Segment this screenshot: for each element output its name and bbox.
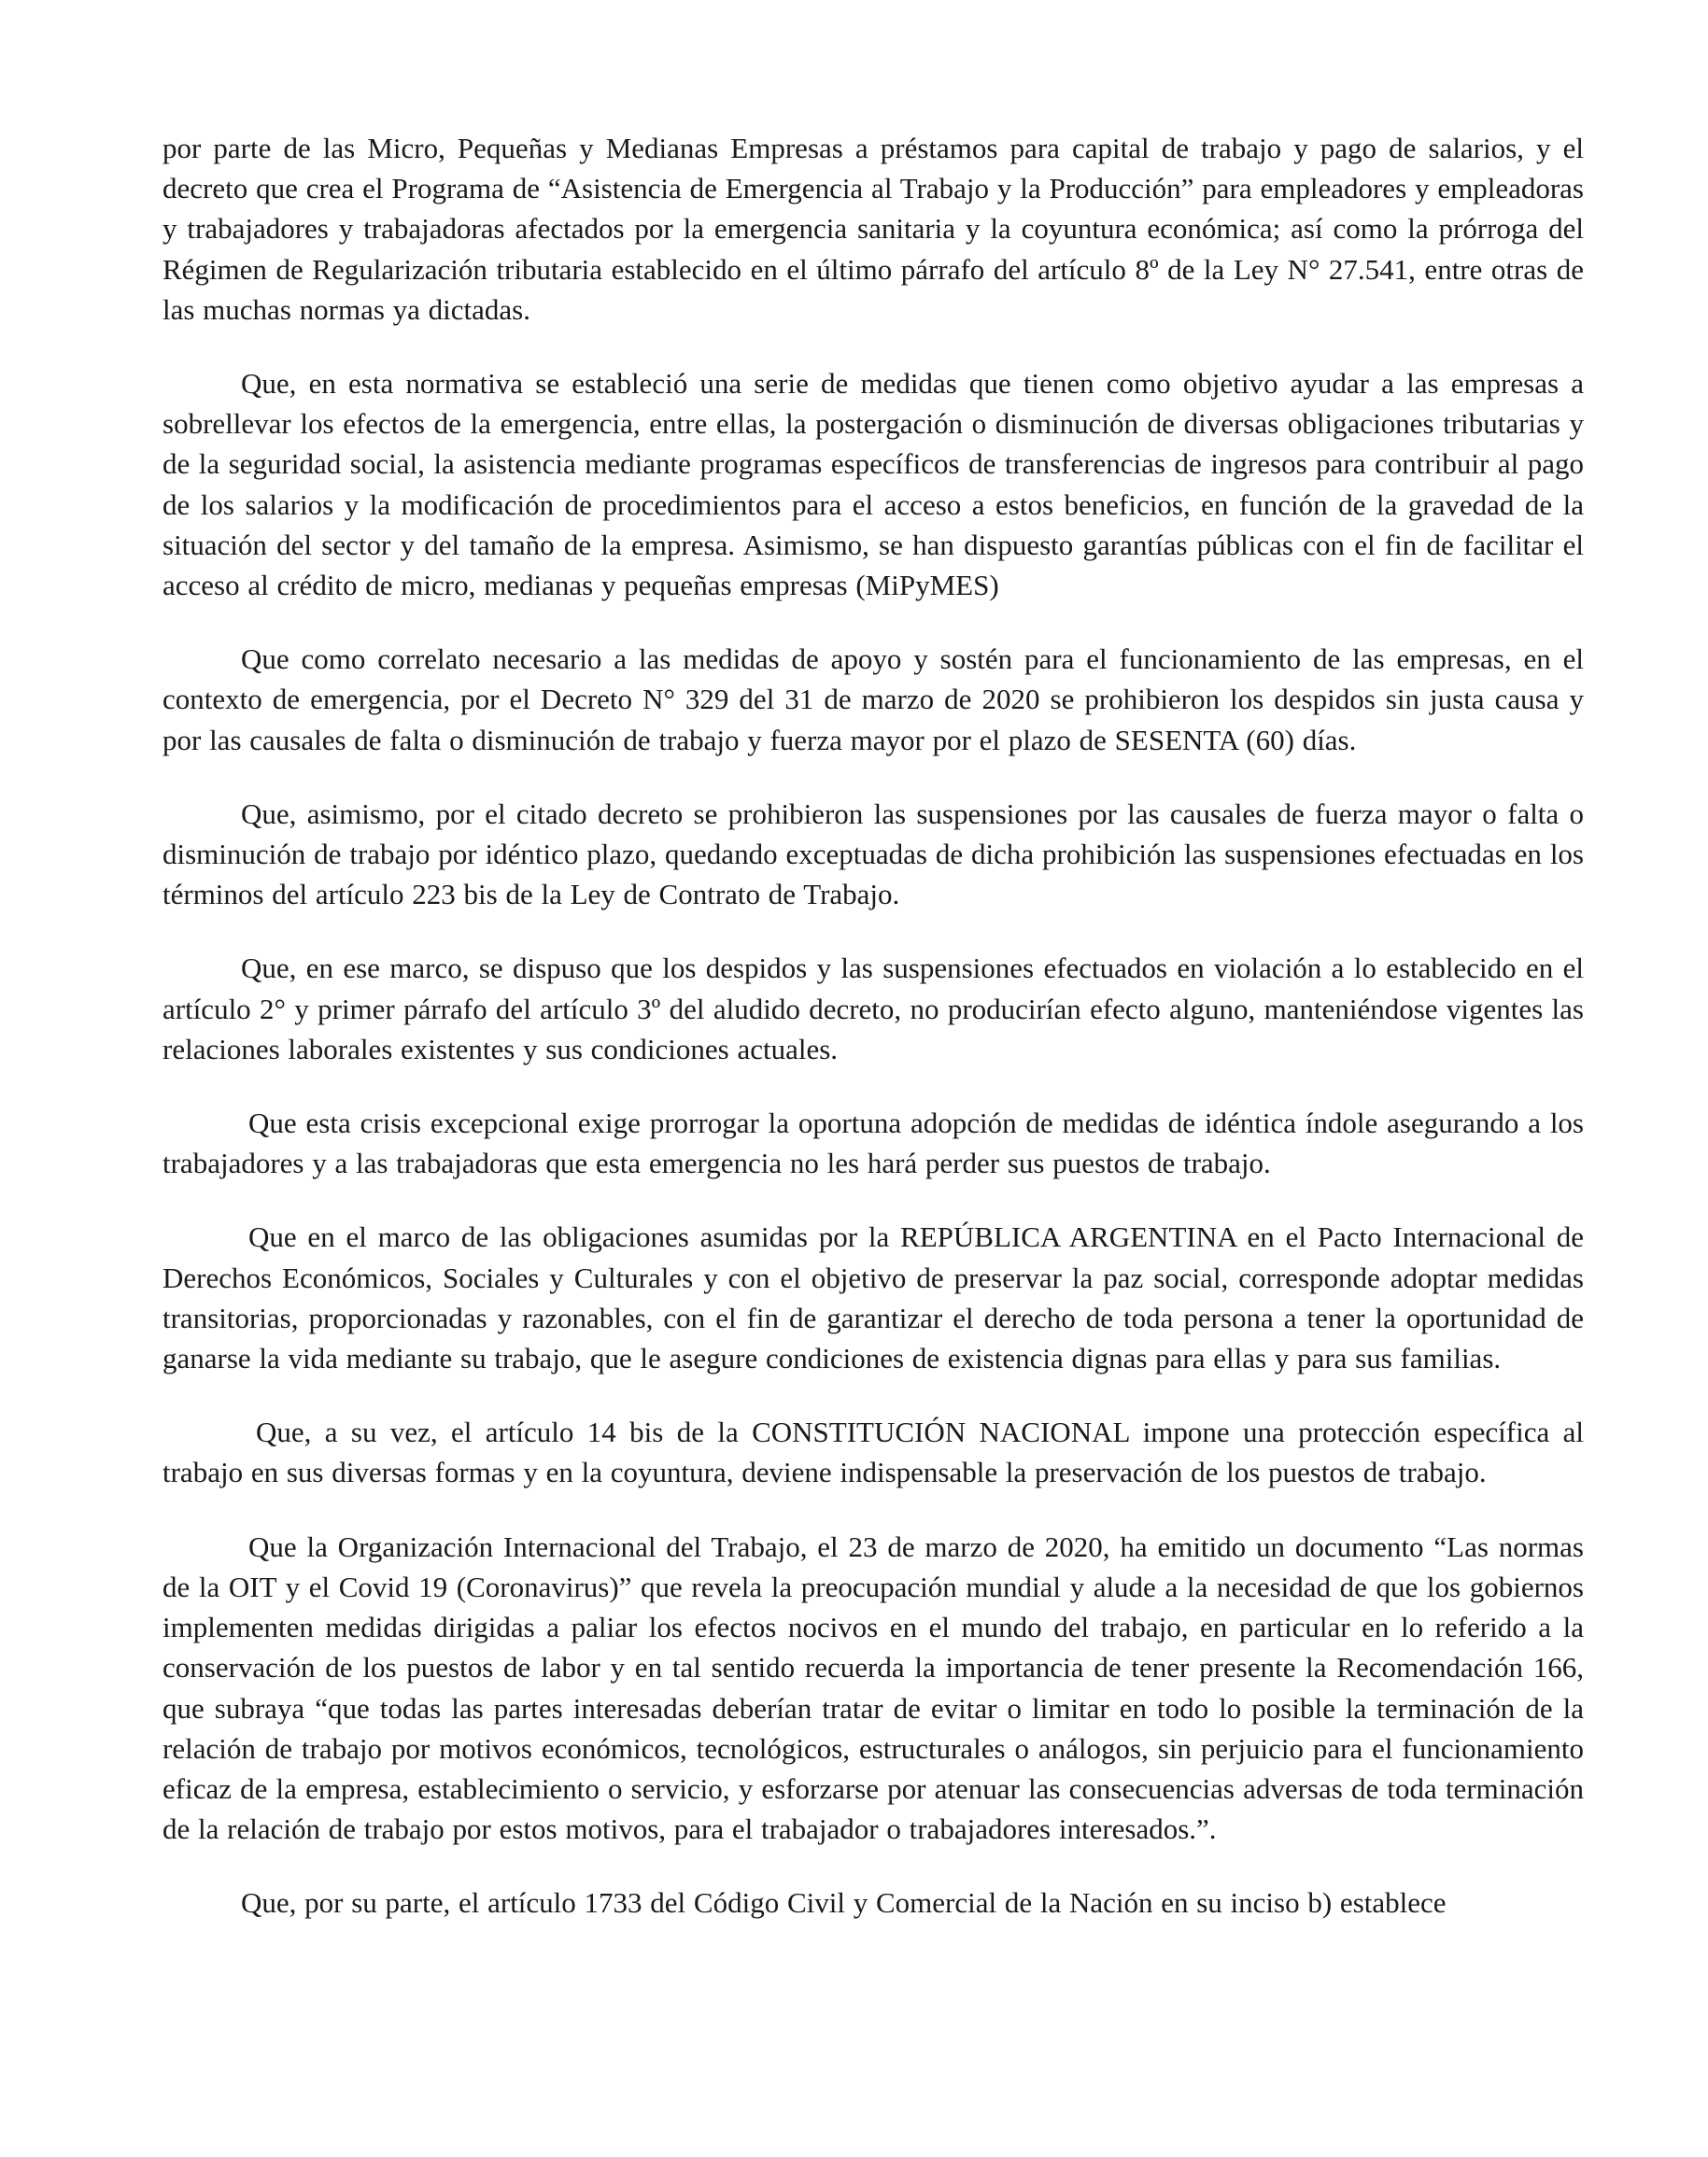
paragraph-suspension-prohibition: Que, asimismo, por el citado decreto se prohibieron las suspensiones por las causales de fuerza mayor o falta o disminución de trabajo por idéntico plazo, quedando exceptuadas de dicha prohibición las suspensiones efectuadas en los términos del artículo 223 bis de la Ley de Contrato de Trabajo. (162, 797, 1584, 911)
paragraph-civil-code: Que, por su parte, el artículo 1733 del Código Civil y Comercial de la Nación en su inciso b) establece (241, 1886, 1447, 1920)
paragraph-constitution-article: Que, a su vez, el artículo 14 bis de la CONSTITUCIÓN NACIONAL impone una protección específica al trabajo en sus diversas formas y en la coyuntura, deviene indispensable la preservación de los puestos de trabajo. (162, 1416, 1584, 1489)
paragraph-violation-effects: Que, en ese marco, se dispuso que los despidos y las suspensiones efectuados en violación a lo establecido en el artículo 2° y primer párrafo del artículo 3º del aludido decreto, no producirían efecto alguno, manteniéndose vigentes las relaciones laborales existentes y sus condiciones actuales. (162, 952, 1584, 1065)
paragraph-emergency-measures: Que, en esta normativa se estableció una serie de medidas que tienen como objetivo ayudar a las empresas a sobrellevar los efectos de la emergencia, entre ellas, la postergación o disminución de diversas obligaciones tributarias y de la seguridad social, la asistencia mediante programas específicos de transferencias de ingresos para contribuir al pago de los salarios y la modificación de procedimientos para el acceso a estos beneficios, en función de la gravedad de la situación del sector y del tamaño de la empresa. Asimismo, se han dispuesto garantías públicas con el fin de facilitar el acceso al crédito de micro, medianas y pequeñas empresas (MiPyMES) (162, 367, 1584, 602)
paragraph-financing-programs: por parte de las Micro, Pequeñas y Medianas Empresas a préstamos para capital de trabajo y pago de salarios, y el decreto que crea el Programa de “Asistencia de Emergencia al Trabajo y la Producción” para empleadores y empleadoras y trabajadores y trabajadoras afectados por la emergencia sanitaria y la coyuntura económica; así como la prórroga del Régimen de Regularización tributaria establecido en el último párrafo del artículo 8º de la Ley N° 27.541, entre otras de las muchas normas ya dictadas. (162, 132, 1584, 326)
paragraph-dismissal-prohibition: Que como correlato necesario a las medidas de apoyo y sostén para el funcionamiento de las empresas, en el contexto de emergencia, por el Decreto N° 329 del 31 de marzo de 2020 se prohibieron los despidos sin justa causa y por las causales de falta o disminución de trabajo y fuerza mayor por el plazo de SESENTA (60) días. (162, 642, 1584, 756)
paragraph-extension-need: Que esta crisis excepcional exige prorrogar la oportuna adopción de medidas de idéntica índole asegurando a los trabajadores y a las trabajadoras que esta emergencia no les hará perder sus puestos de trabajo. (162, 1107, 1584, 1180)
paragraph-international-pact: Que en el marco de las obligaciones asumidas por la REPÚBLICA ARGENTINA en el Pacto Internacional de Derechos Económicos, Sociales y Culturales y con el objetivo de preservar la paz social, corresponde adoptar medidas transitorias, proporcionadas y razonables, con el fin de garantizar el derecho de toda persona a tener la oportunidad de ganarse la vida mediante su trabajo, que le asegure condiciones de existencia dignas para ellas y para sus familias. (162, 1220, 1584, 1375)
paragraph-ilo-document: Que la Organización Internacional del Trabajo, el 23 de marzo de 2020, ha emitido un documento “Las normas de la OIT y el Covid 19 (Coronavirus)” que revela la preocupación mundial y alude a la necesidad de que los gobiernos implementen medidas dirigidas a paliar los efectos nocivos en el mundo del trabajo, en particular en lo referido a la conservación de los puestos de labor y en tal sentido recuerda la importancia de tener presente la Recomendación 166, que subraya “que todas las partes interesadas deberían tratar de evitar o limitar en todo lo posible la terminación de la relación de trabajo por motivos económicos, tecnológicos, estructurales o análogos, sin perjuicio para el funcionamiento eficaz de la empresa, establecimiento o servicio, y esforzarse por atenuar las consecuencias adversas de toda terminación de la relación de trabajo por estos motivos, para el trabajador o trabajadores interesados.”. (162, 1530, 1584, 1846)
